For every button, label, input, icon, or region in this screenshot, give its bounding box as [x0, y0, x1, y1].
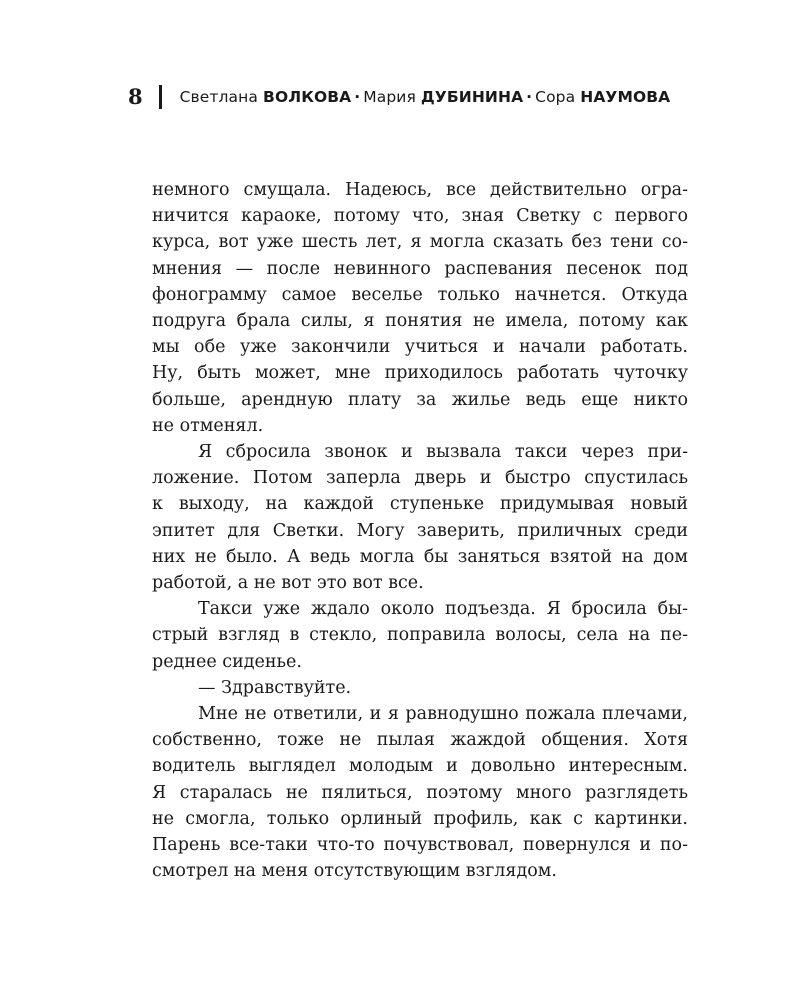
text-line: ложение. Потом заперла дверь и быстро спустилась — [152, 468, 688, 489]
text-line: Я сбросила звонок и вызвала такси через при- — [198, 442, 688, 463]
text-line: не отменял. — [152, 415, 264, 436]
text-line: мнения — после невинного распевания песенок под — [152, 258, 688, 279]
running-header — [128, 84, 670, 109]
body-text — [152, 177, 688, 884]
text-line: Такси уже ждало около подъезда. Я бросила бы- — [198, 599, 688, 620]
text-line: Мне не ответили, и я равнодушно пожала плечами, — [198, 704, 688, 725]
author-separator: · — [526, 87, 533, 106]
text-line: мы обе уже закончили учиться и начали работать. — [152, 337, 688, 358]
text-line: курса, вот уже шесть лет, я могла сказать без тени со- — [152, 232, 688, 253]
text-line: смотрел на меня отсутствующим взглядом. — [152, 861, 557, 882]
text-line: собственно, тоже не пылая жаждой общения. Хотя — [152, 730, 688, 751]
text-line: стрый взгляд в стекло, поправила волосы, села на пе- — [152, 625, 688, 646]
text-line: подруга брала силы, я понятия не имела, потому как — [152, 311, 688, 332]
text-line: больше, арендную плату за жилье ведь еще никто — [152, 389, 688, 410]
text-line: Ну, быть может, мне приходилось работать чуточку — [152, 363, 688, 384]
author-2-surname: ДУБИНИНА — [420, 87, 524, 106]
text-line: к выходу, на каждой ступеньке придумывая новый — [152, 494, 688, 515]
header-divider — [159, 85, 162, 109]
paragraph — [152, 675, 688, 701]
author-3-surname: НАУМОВА — [580, 87, 671, 106]
author-3-first-name: Сора — [535, 87, 576, 106]
text-line: водитель выглядел молодым и довольно интересным. — [152, 756, 688, 777]
text-line: них не было. А ведь могла бы заняться взятой на дом — [152, 546, 688, 567]
paragraph — [152, 439, 688, 596]
header-authors — [180, 88, 671, 106]
author-separator: · — [354, 87, 361, 106]
author-1-surname: ВОЛКОВА — [263, 87, 352, 106]
author-1-first-name: Светлана — [179, 87, 258, 106]
text-line: ничится караоке, потому что, зная Светку с первого — [152, 206, 688, 227]
paragraph — [152, 701, 688, 884]
text-line: реднее сиденье. — [152, 651, 302, 672]
text-line: Я старалась не пялиться, поэтому много разглядеть — [152, 782, 688, 803]
text-line: не смогла, только орлиный профиль, как с картинки. — [152, 808, 688, 829]
author-2-first-name: Мария — [363, 87, 416, 106]
page-number: 8 — [128, 84, 143, 109]
paragraph — [152, 596, 688, 675]
text-line: — Здравствуйте. — [198, 677, 352, 698]
text-line: работой, а не вот это вот все. — [152, 573, 424, 594]
text-line: эпитет для Светки. Могу заверить, приличных среди — [152, 520, 688, 541]
text-line: немного смущала. Надеюсь, все действительно огра- — [152, 180, 688, 200]
text-line: Парень все-таки что-то почувствовал, повернулся и по- — [152, 835, 688, 856]
text-line: фонограмму самое веселье только начнется. Откуда — [152, 284, 688, 305]
paragraph — [152, 177, 688, 439]
